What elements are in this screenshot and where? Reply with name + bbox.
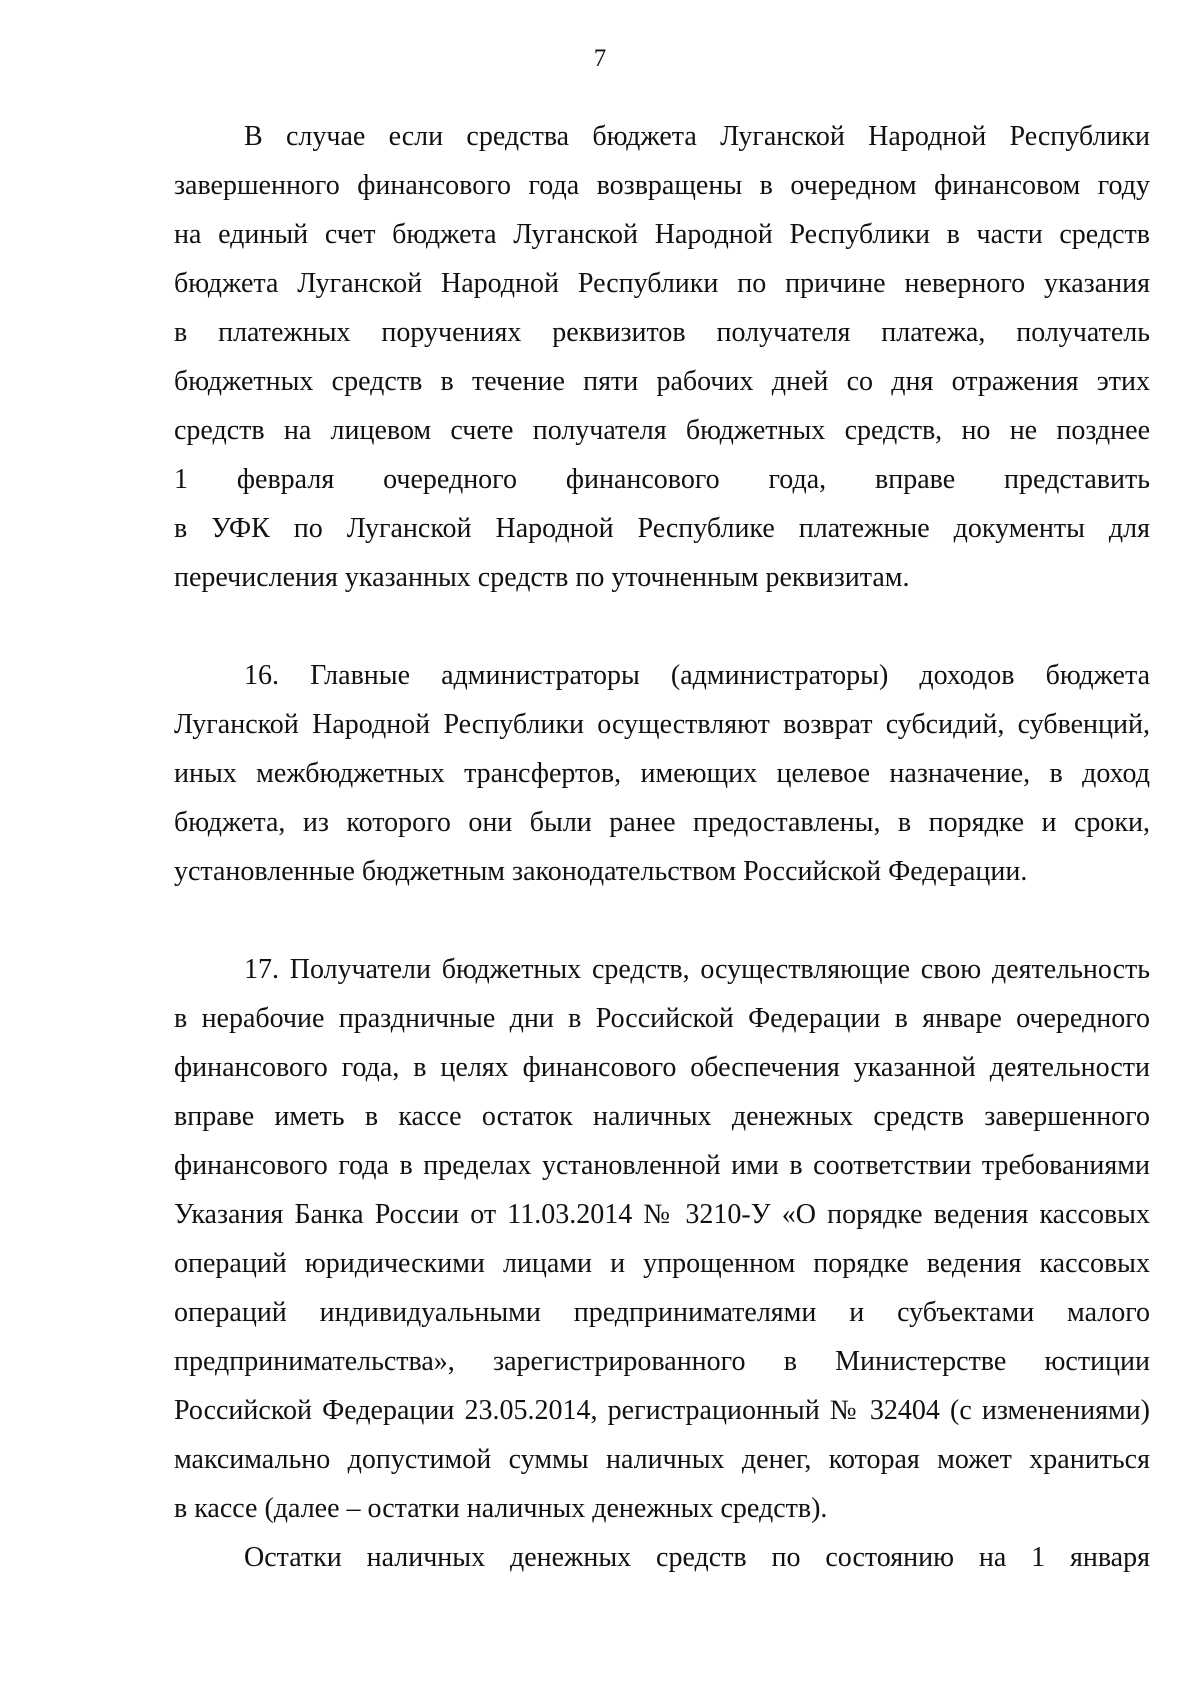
text-line: бюджетных средств в течение пяти рабочих дней со дня отражения этих: [174, 366, 1150, 397]
document-body: [174, 112, 1150, 1582]
text-line: максимально допустимой суммы наличных денег, которая может храниться: [174, 1444, 1150, 1475]
text-line: Российской Федерации 23.05.2014, регистрационный № 32404 (с изменениями): [174, 1395, 1150, 1426]
text-line: в нерабочие праздничные дни в Российской Федерации в январе очередного: [174, 1003, 1150, 1034]
text-line: 16. Главные администраторы (администраторы) доходов бюджета: [244, 660, 1150, 691]
text-line: финансового года в пределах установленной ими в соответствии требованиями: [174, 1150, 1150, 1181]
text-line: Указания Банка России от 11.03.2014 № 3210-У «О порядке ведения кассовых: [174, 1199, 1150, 1230]
text-line: на единый счет бюджета Луганской Народной Республики в части средств: [174, 219, 1150, 250]
text-line: завершенного финансового года возвращены в очередном финансовом году: [174, 170, 1150, 201]
text-line: бюджета Луганской Народной Республики по причине неверного указания: [174, 268, 1150, 299]
text-line: перечисления указанных средств по уточненным реквизитам.: [174, 562, 910, 593]
text-line: средств на лицевом счете получателя бюджетных средств, но не позднее: [174, 415, 1150, 446]
text-line: операций юридическими лицами и упрощенном порядке ведения кассовых: [174, 1248, 1150, 1279]
text-line: в кассе (далее – остатки наличных денежных средств).: [174, 1493, 828, 1524]
text-line: предпринимательства», зарегистрированного в Министерстве юстиции: [174, 1346, 1150, 1377]
text-line: Луганской Народной Республики осуществляют возврат субсидий, субвенций,: [174, 709, 1150, 740]
paragraph-17: [174, 945, 1150, 1533]
paragraph-return-of-funds: [174, 112, 1150, 602]
page-number: 7: [593, 45, 607, 72]
text-line: вправе иметь в кассе остаток наличных денежных средств завершенного: [174, 1101, 1150, 1132]
text-line: В случае если средства бюджета Луганской Народной Республики: [244, 121, 1150, 152]
paragraph-cash-balances: [174, 1533, 1150, 1582]
text-line: установленные бюджетным законодательством Российской Федерации.: [174, 856, 1028, 887]
text-line: бюджета, из которого они были ранее предоставлены, в порядке и сроки,: [174, 807, 1150, 838]
text-line: иных межбюджетных трансфертов, имеющих целевое назначение, в доход: [174, 758, 1150, 789]
text-line: 17. Получатели бюджетных средств, осуществляющие свою деятельность: [244, 954, 1150, 985]
text-line: в УФК по Луганской Народной Республике платежные документы для: [174, 513, 1150, 544]
text-line: 1 февраля очередного финансового года, вправе представить: [174, 464, 1150, 495]
text-line: Остатки наличных денежных средств по состоянию на 1 января: [244, 1542, 1150, 1573]
text-line: финансового года, в целях финансового обеспечения указанной деятельности: [174, 1052, 1150, 1083]
text-line: в платежных поручениях реквизитов получателя платежа, получатель: [174, 317, 1150, 348]
text-line: операций индивидуальными предпринимателями и субъектами малого: [174, 1297, 1150, 1328]
paragraph-16: [174, 651, 1150, 896]
